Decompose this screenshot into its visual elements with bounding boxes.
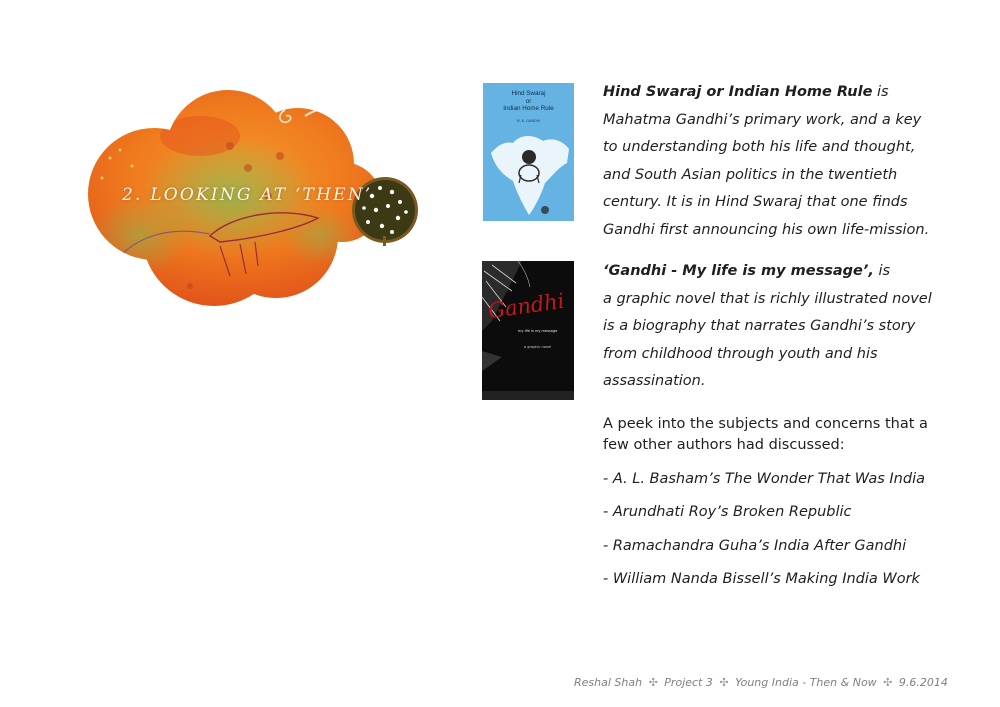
cover1-title: Hind Swaraj or Indian Home Rule [503, 90, 554, 113]
peek-intro: A peek into the subjects and concerns that a few other authors had discussed: [603, 416, 928, 453]
separator-icon: ✣ [883, 676, 893, 689]
book-title: ‘Gandhi - My life is my message’, [603, 263, 874, 279]
book-connector: is [873, 263, 891, 279]
book-title: Hind Swaraj or Indian Home Rule [603, 84, 873, 100]
footer-date: 9.6.2014 [898, 676, 948, 689]
separator-icon: ✣ [719, 676, 729, 689]
graphic-novel-description [603, 258, 933, 396]
list-item: - Ramachandra Guha’s India After Gandhi [603, 538, 907, 554]
footer [574, 676, 948, 689]
cover2-title: Gandhi [486, 288, 566, 324]
list-item: - Arundhati Roy’s Broken Republic [603, 504, 852, 520]
separator-icon: ✣ [648, 676, 658, 689]
footer-theme: Young India - Then & Now [735, 676, 877, 689]
gandhi-graphic-novel-cover [482, 261, 574, 400]
hind-swaraj-cover [483, 83, 574, 221]
section-title: 2. LOOKING AT ‘THEN’ [122, 185, 373, 205]
cover1-author: M. K. GANDHI [516, 119, 541, 123]
book-connector: is [872, 84, 889, 100]
list-item: - William Nanda Bissell’s Making India Work [603, 571, 920, 587]
cover2-subtitle: my life is my message [518, 329, 558, 333]
india-map-illustration [483, 83, 574, 221]
hind-swaraj-description [603, 79, 933, 244]
cover2-tagline: a graphic novel [524, 345, 552, 349]
footer-author: Reshal Shah [574, 676, 643, 689]
book-body: Mahatma Gandhi’s primary work, and a key to understanding both his life and thought, and South Asian politics in the twentieth century. It is in Hind Swaraj that one finds Gandhi first announcing his own life-mission. [603, 111, 930, 238]
list-item: - A. L. Basham’s The Wonder That Was India [603, 471, 925, 487]
footer-project: Project 3 [664, 676, 713, 689]
book-body: a graphic novel that is richly illustrated novel is a biography that narrates Gandhi’s story from childhood through youth and his assassination. [603, 290, 932, 389]
